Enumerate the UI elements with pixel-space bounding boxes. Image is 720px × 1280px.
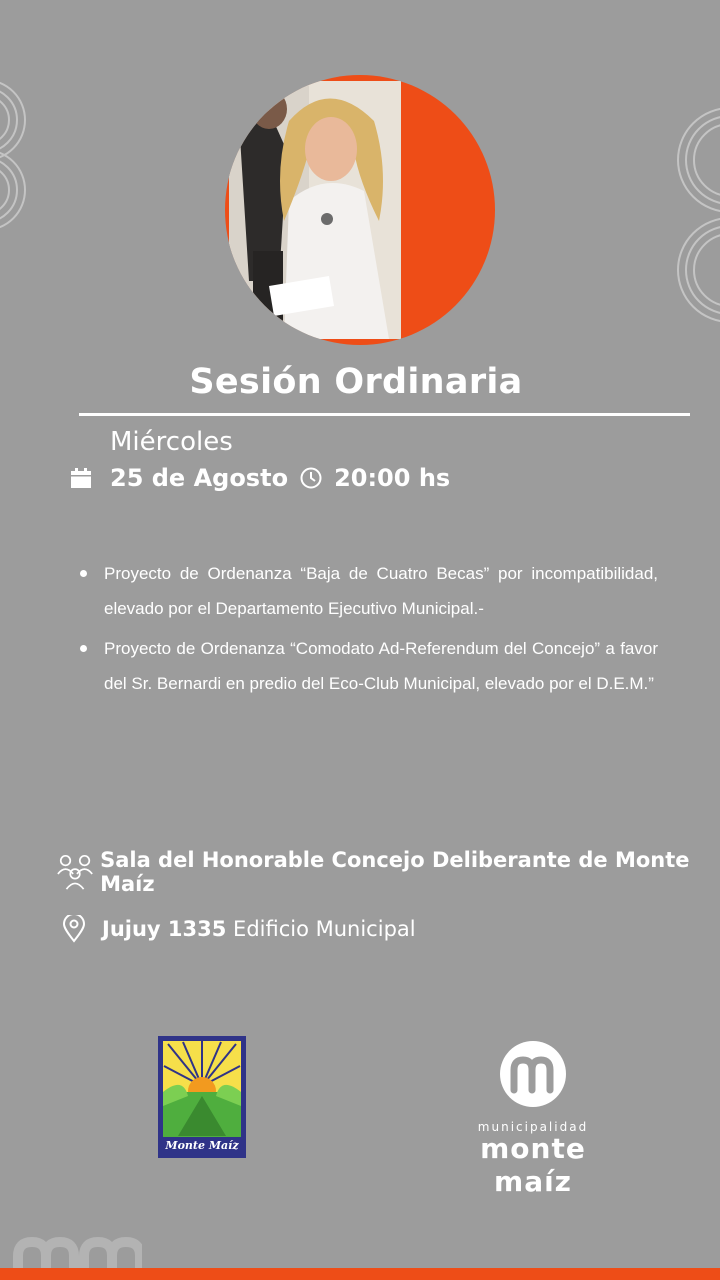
bullet-icon (80, 570, 87, 577)
agenda-list (80, 556, 658, 706)
decorative-rings-right (670, 105, 720, 325)
bottom-accent-bar (0, 1268, 720, 1280)
address-building: Edificio Municipal (233, 917, 416, 941)
address-street: Jujuy 1335 (102, 917, 227, 941)
weekday-label: Miércoles (110, 427, 233, 457)
date-time-row (70, 460, 450, 496)
session-date: 25 de Agosto (110, 464, 289, 492)
session-time: 20:00 hs (334, 464, 451, 492)
venue-name: Sala del Honorable Concejo Deliberante de Monte Maíz (100, 848, 690, 896)
bullet-icon (80, 645, 87, 652)
logo-town-name: monte maíz (480, 1132, 586, 1198)
speaker-photo-circle (225, 75, 495, 345)
people-icon (56, 852, 94, 892)
agenda-item (80, 556, 658, 626)
decorative-mm-watermark (12, 1236, 142, 1270)
venue-row (56, 848, 720, 896)
agenda-item-text: Proyecto de Ordenanza “Comodato Ad-Referendum del Concejo” a favor del Sr. Bernardi en predio del Eco-Club Municipal, elevado por el D.E.M.” (104, 639, 658, 693)
municipalidad-logo (438, 1040, 628, 1198)
decorative-rings-left (0, 78, 40, 228)
location-pin-icon (62, 915, 86, 943)
title-divider (79, 413, 690, 416)
logo-municipalidad-label: municipalidad (477, 1120, 589, 1134)
page-title: Sesión Ordinaria (189, 362, 523, 402)
speaker-photo (229, 81, 401, 339)
monte-maiz-crest-logo (158, 1036, 246, 1158)
mm-logo-icon (499, 1040, 567, 1108)
agenda-item (80, 631, 658, 701)
address-row (62, 915, 416, 943)
calendar-icon (70, 467, 92, 489)
agenda-item-text: Proyecto de Ordenanza “Baja de Cuatro Becas” por incompatibilidad, elevado por el Departamento Ejecutivo Municipal.- (104, 564, 658, 618)
clock-icon (300, 467, 322, 489)
crest-logo-text: Monte Maíz (165, 1139, 239, 1152)
